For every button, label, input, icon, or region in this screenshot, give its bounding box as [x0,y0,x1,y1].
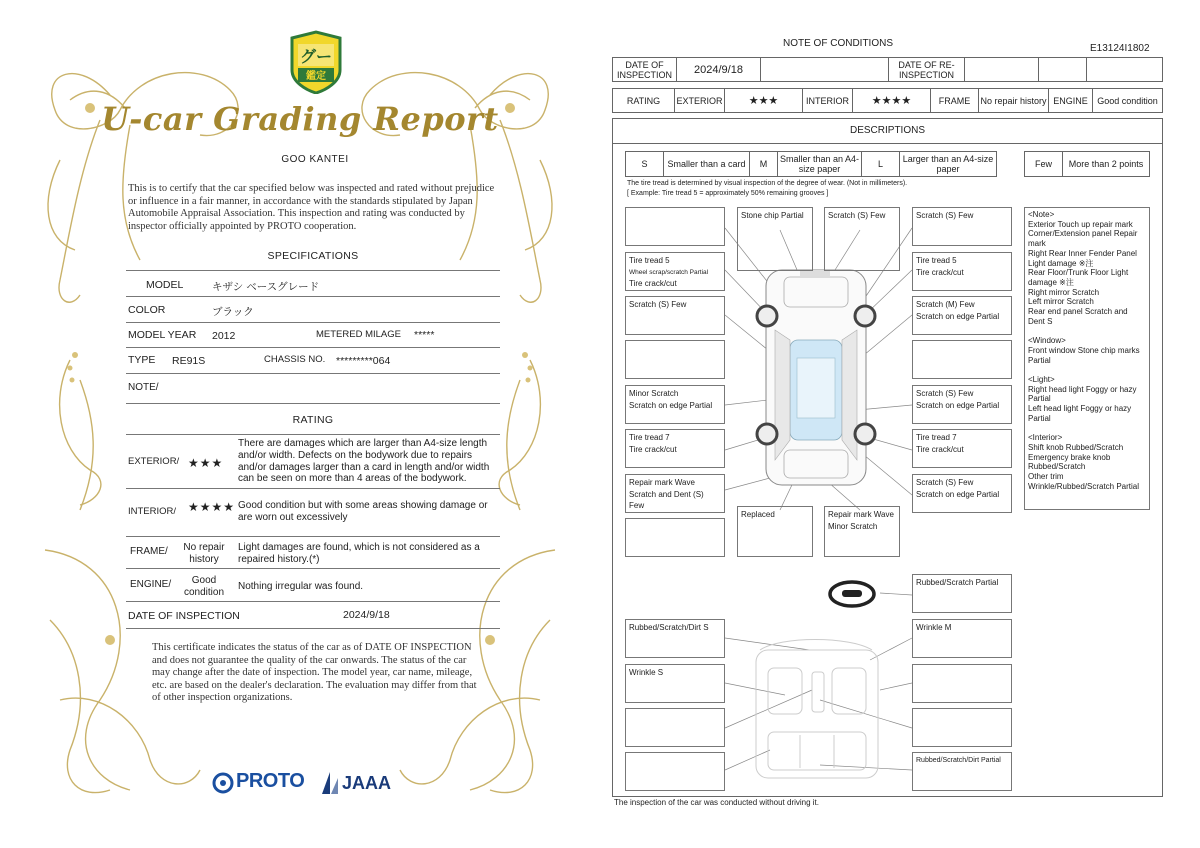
note-line: Exterior Touch up repair mark [1028,219,1133,229]
frame-value: No repair history [979,89,1049,113]
divider [126,347,500,348]
certificate-title: U-car Grading Report [101,100,499,138]
divider [126,434,500,435]
interior-box-right-3 [912,708,1012,747]
frame-label: FRAME [931,89,979,113]
note-line: Rear Floor/Trunk Floor Light damage ※注 [1028,268,1129,287]
box-text: Rubbed/Scratch Partial [916,578,999,587]
interior-box-right-2 [912,664,1012,703]
exterior-stars: ★★★ [188,456,224,470]
exterior-box-left-4 [625,340,725,379]
model-value: キザシ ベースグレード [212,281,320,293]
note-line: Left head light Foggy or hazy Partial [1028,404,1132,423]
rating-row [612,88,1163,113]
interior-label: INTERIOR [803,89,853,113]
dates-row [612,57,1163,82]
note-line: <Note> [1028,210,1055,219]
note-line: Rear end panel Scratch and Dent S [1028,307,1128,326]
legend-m: M [750,152,778,177]
box-text: Stone chip Partial [741,211,804,220]
blank-cell [1087,58,1163,82]
box-text: Wrinkle S [629,668,664,677]
goo-kantei-badge-icon [288,30,344,94]
engine-label: ENGINE [1049,89,1093,113]
divider [126,296,500,297]
note-line: Shift knob Rubbed/Scratch [1028,442,1124,452]
legend-l-desc: Larger than an A4-size paper [900,152,997,177]
blank-cell [1039,58,1087,82]
interior-box-right-1 [912,619,1012,658]
exterior-box-left-3 [625,296,725,335]
engine-description: Nothing irregular was found. [238,581,364,592]
box-text: Scratch (S) Few [916,389,974,398]
exterior-box-top-right [912,207,1012,246]
rating-label: RATING [613,89,675,113]
certificate-subtitle: GOO KANTEI [281,154,349,165]
tire-example: [ Example: Tire tread 5 = approximately 50% remaining grooves ] [627,190,829,197]
legend-s: S [626,152,664,177]
box-text: Repair mark Wave [828,510,894,519]
exterior-label: EXTERIOR/ [128,456,180,467]
proto-logo-text: PROTO [236,770,305,792]
box-text: Scratch on edge Partial [916,400,1000,410]
note-line: Other trim Wrinkle/Rubbed/Scratch Partial [1028,471,1140,491]
date-reinspection-value [965,58,1039,82]
exterior-box-bottom-center-left [737,506,813,557]
date-reinspection-label: DATE OF RE-INSPECTION [889,58,965,82]
box-text: Scratch on edge Partial [916,489,1000,499]
type-value: RE91S [172,355,206,367]
box-text: Tire crack/cut [629,444,677,454]
exterior-description: There are damages which are larger than A4-size length and/or width. Defects on the bodywork due to repairs and/or damages larger than a card in length and/or width can be seen on more than 4 areas of the bodywork. [238,438,490,485]
box-text: Scratch (S) Few [828,211,886,220]
model-year-label: MODEL YEAR [128,329,197,341]
exterior-box-left-6 [625,429,725,468]
note-line [1028,365,1146,375]
certificate-footer: This certificate indicates the status of the car as of DATE OF INSPECTION and does not guarantee the quality of the car onwards. The status of the car may change after the date of inspection. The model year, car name, mileage, etc. are based on the dealer's declaration. The evaluation may differ from that of other inspection organizations. [152,642,477,703]
box-text: Rubbed/Scratch/Dirt S [629,623,709,632]
certificate-intro: This is to certify that the car specified below was inspected and rated without prejudice or influence in a fair manner, in accordance with the standards stipulated by Japan Automobile Appraisal Association. This inspection and rating was conducted by inspector officially appointed by PROTO cooperation. [128,183,495,232]
box-text: Scratch on edge Partial [629,400,713,410]
chassis-label: CHASSIS NO. [264,354,326,365]
legend-s-desc: Smaller than a card [664,152,750,177]
exterior-box-top-center-right [824,207,900,271]
note-line: <Light> [1028,374,1055,384]
exterior-box-top-left [625,207,725,246]
date-of-inspection-value: 2024/9/18 [677,58,761,82]
specifications-heading: SPECIFICATIONS [267,250,359,262]
exterior-box-bottom-center-right [824,506,900,557]
box-text: Scratch (M) Few [916,300,975,309]
notes-box [1024,207,1150,510]
box-text: Wrinkle M [916,623,952,632]
engine-label: ENGINE/ [130,579,172,590]
model-label: MODEL [146,279,184,291]
note-line: Right head light Foggy or hazy Partial [1028,384,1137,404]
exterior-box-left-5 [625,385,725,424]
legend-few-desc: More than 2 points [1063,152,1150,177]
note-label: NOTE/ [128,382,159,393]
interior-stars: ★★★★ [853,89,931,113]
divider [126,536,500,537]
box-text: Tire crack/cut [916,444,964,454]
interior-stars: ★★★★ [188,500,236,514]
legend-few: Few [1025,152,1063,177]
jaaa-logo-icon [320,770,340,796]
box-text: Tire tread 7 [916,433,957,442]
model-year-value: 2012 [212,330,236,342]
interior-box-steering [912,574,1012,613]
divider [126,568,500,569]
exterior-stars: ★★★ [725,89,803,113]
divider [126,270,500,271]
proto-logo-icon [212,772,234,794]
exterior-box-left-8 [625,518,725,557]
engine-value: Good condition [183,575,225,598]
svg-text:鑑定: 鑑定 [306,71,326,82]
interior-box-left-3 [625,708,725,747]
tire-note: The tire tread is determined by visual inspection of the degree of wear. (Not in millimeters). [627,180,908,187]
exterior-box-right-4 [912,340,1012,379]
divider [126,322,500,323]
color-value: ブラック [212,306,254,318]
divider [126,373,500,374]
exterior-box-right-7 [912,474,1012,513]
box-text: Minor Scratch [828,521,878,531]
box-text: Minor Scratch [629,389,679,398]
interior-box-right-4 [912,752,1012,791]
box-text: Scratch on edge Partial [916,311,1000,321]
box-text: Repair mark Wave [629,478,695,487]
note-line: <Window> [1028,336,1066,346]
box-text: Tire crack/cut [629,279,677,288]
legend-l: L [862,152,900,177]
divider [126,601,500,602]
divider [126,628,500,629]
date-of-inspection-value: 2024/9/18 [343,609,390,621]
interior-box-left-1 [625,619,725,658]
jaaa-logo-text: JAAA [342,773,392,793]
divider [126,403,500,404]
note-line [1028,326,1146,336]
descriptions-heading: DESCRIPTIONS [612,118,1163,144]
exterior-box-top-center-left [737,207,813,271]
exterior-box-right-6 [912,429,1012,468]
box-text: Tire tread 7 [629,433,670,442]
interior-box-left-4 [625,752,725,791]
sheet-code: E13124I1802 [1090,43,1150,54]
bottom-note: The inspection of the car was conducted without driving it. [614,798,819,807]
date-of-inspection-label: DATE OF INSPECTION [613,58,677,82]
box-text: Scratch (S) Few [629,300,687,309]
svg-text:グー: グー [299,47,333,66]
exterior-box-right-2 [912,252,1012,291]
engine-value: Good condition [1093,89,1163,113]
few-legend [1024,151,1150,177]
note-line: Right mirror Scratch [1028,287,1100,297]
exterior-label: EXTERIOR [675,89,725,113]
box-text: Scratch (S) Few [916,211,974,220]
box-text: Rubbed/Scratch/Dirt Partial [916,757,1001,764]
date-of-inspection-label: DATE OF INSPECTION [128,610,240,622]
note-line: Left mirror Scratch [1028,297,1094,307]
chassis-value: *********064 [336,355,391,367]
box-text: Tire crack/cut [916,267,964,277]
divider [126,488,500,489]
box-text: Scratch (S) Few [916,478,974,487]
exterior-box-left-2 [625,252,725,291]
exterior-box-left-7 [625,474,725,513]
metered-milage-label: METERED MILAGE [316,329,401,340]
exterior-box-right-3 [912,296,1012,335]
note-line: Emergency brake knob Rubbed/Scratch [1028,452,1111,472]
color-label: COLOR [128,304,166,316]
exterior-box-right-5 [912,385,1012,424]
interior-box-left-2 [625,664,725,703]
note-line [1028,423,1146,433]
note-line: Front window Stone chip marks Partial [1028,345,1140,365]
frame-label: FRAME/ [130,546,168,557]
note-line: Corner/Extension panel Repair mark [1028,229,1138,249]
interior-description: Good condition but with some areas showing damage or are worn out excessively [238,500,488,523]
box-text: Wheel scrap/scratch Partial [629,268,709,276]
type-label: TYPE [128,354,156,366]
note-line: <Interior> [1028,433,1063,443]
box-text: Replaced [741,510,775,519]
rating-heading: RATING [292,414,334,426]
metered-milage-value: ***** [414,329,435,341]
sheet-title: NOTE OF CONDITIONS [783,38,893,49]
note-line: Right Rear Inner Fender Panel Light damage ※注 [1028,248,1137,268]
box-text: Tire tread 5 [916,256,957,265]
interior-label: INTERIOR/ [128,506,177,517]
size-legend [625,151,997,177]
frame-value: No repair history [183,542,225,565]
box-text: Tire tread 5 [629,256,670,265]
legend-m-desc: Smaller than an A4-size paper [778,152,862,177]
box-text: Scratch and Dent (S) Few [629,489,704,510]
frame-description: Light damages are found, which is not considered as a repaired history.(*) [238,542,480,565]
blank-cell [761,58,889,82]
